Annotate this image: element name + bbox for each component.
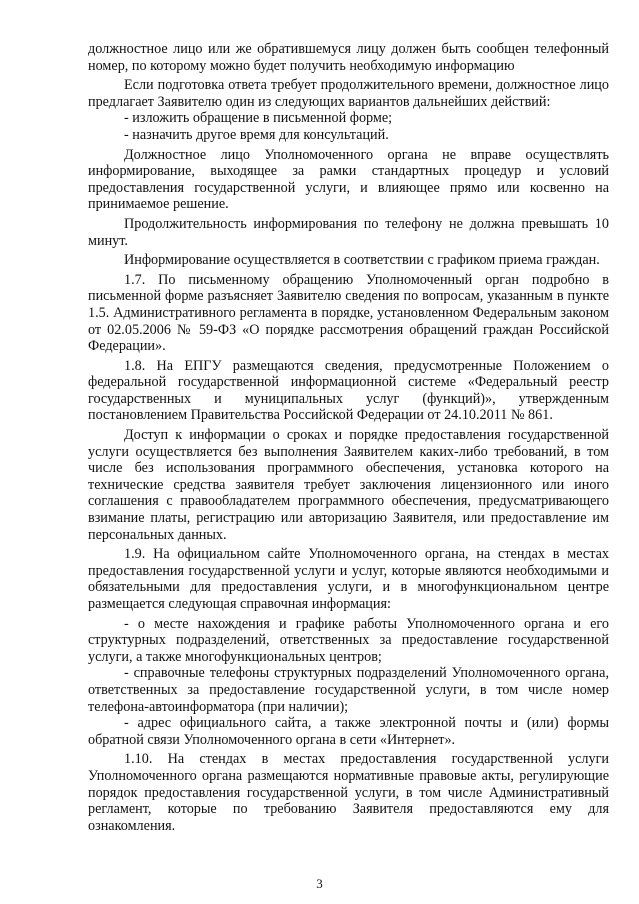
paragraph-schedule: Информирование осуществляется в соответствии с графиком приема граждан. <box>124 252 600 269</box>
page-number: 3 <box>316 876 323 891</box>
paragraph-phone-duration: Продолжительность информирования по телефону не должна превышать 10 минут. <box>88 215 609 249</box>
list-item-website: - адрес официального сайта, а также электронной почты и (или) формы обратной связи Уполномоченного органа в сети «Интернет». <box>88 715 609 748</box>
paragraph-1-9: 1.9. На официальном сайте Уполномоченного органа, на стендах в местах предоставления государственной услуги и услуг, которые являются необходимыми и обязательными для предоставления услуги, и в многофункциональном центре размещается следующая справочная информация: <box>88 546 609 612</box>
list-item-location: - о месте нахождения и графике работы Уполномоченного органа и его структурных подразделений, ответственных за предоставление государственной услуги, а также многофункциональных центров; <box>88 615 609 665</box>
paragraph-phone-number: должностное лицо или же обратившемуся лицу должен быть сообщен телефонный номер, по которому можно будет получить необходимую информацию <box>88 41 609 74</box>
list-item-other-time: - назначить другое время для консультаций. <box>124 126 389 143</box>
paragraph-official-limits: Должностное лицо Уполномоченного органа не вправе осуществлять информирование, выходящее за рамки стандартных процедур и условий предоставления государственной услуги, и влияющее прямо или косвенно на принимаемое решение. <box>88 146 609 213</box>
paragraph-1-8: 1.8. На ЕПГУ размещаются сведения, предусмотренные Положением о федеральной государственной информационной системе «Федеральный реестр государственных и муниципальных услуг (функций)», утвержденным постановлением Правительства Российской Федерации от 24.10.2011 № 861. <box>88 357 609 424</box>
paragraph-access: Доступ к информации о сроках и порядке предоставления государственной услуги осуществляется без выполнения Заявителем каких-либо требований, в том числе без использования программного обеспечения, установка которого на технические средства заявителя требует заключения лицензионного или иного соглашения с правообладателем программного обеспечения, предусматривающего взимание платы, регистрацию или авторизацию Заявителя, или предоставление им персональных данных. <box>88 427 609 543</box>
paragraph-1-10: 1.10. На стендах в местах предоставления государственной услуги Уполномоченного органа размещаются нормативные правовые акты, регулирующие порядок предоставления государственной услуги, в том числе Административный регламент, которые по требованию Заявителя предоставляются ему для ознакомления. <box>88 751 609 834</box>
list-item-written-form: - изложить обращение в письменной форме; <box>124 110 393 127</box>
paragraph-1-7: 1.7. По письменному обращению Уполномоченный орган подробно в письменной форме разъясняет Заявителю сведения по вопросам, указанным в пункте 1.5. Административного регламента в порядке, установленном Федеральным законом от 02.05.2006 № 59-ФЗ «О порядке рассмотрения обращений граждан Российской Федерации». <box>88 271 609 355</box>
document-body <box>88 41 609 834</box>
list-item-phones: - справочные телефоны структурных подразделений Уполномоченного органа, ответственных за предоставление государственной услуги, в том числе номер телефона-автоинформатора (при наличии); <box>88 665 609 715</box>
paragraph-long-preparation: Если подготовка ответа требует продолжительного времени, должностное лицо предлагает Заявителю один из следующих вариантов дальнейших действий: <box>88 77 609 110</box>
